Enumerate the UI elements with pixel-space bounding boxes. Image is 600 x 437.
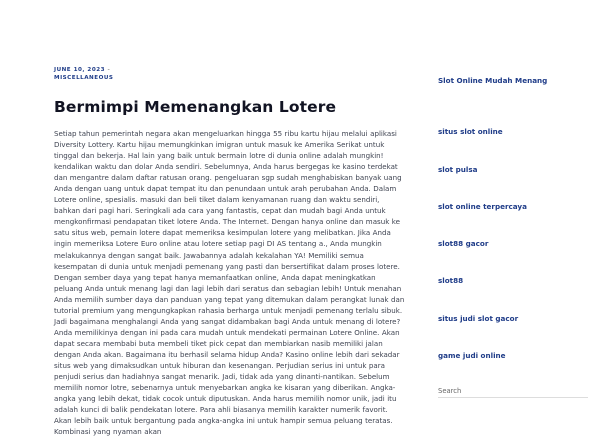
post-meta bbox=[54, 66, 406, 82]
post-category[interactable]: MISCELLANEOUS bbox=[54, 75, 114, 81]
post-date[interactable]: JUNE 10, 2023 bbox=[54, 67, 105, 73]
post-body: Setiap tahun pemerintah negara akan mengeluarkan hingga 55 ribu kartu hijau melalui aplikasi Diversity Lottery. Kartu hijau memungkinkan imigran untuk masuk ke Amerika Serikat untuk tinggal dan bekerja. Hal lain yang baik untuk bermain lotre di dunia online adalah mungkin! kendalikan waktu dan dolar Anda sendiri. Sebelumnya, Anda harus bergegas ke kasino terdekat dan mengantre dalam daftar ratusan orang. pengeluaran sgp sudah menghabiskan banyak uang Anda dengan uang untuk dapat tempat itu dan penundaan untuk arah perubahan Anda. Dalam Lotere online, spesialis. masuki dan beli tiket dalam kenyamanan ruang dan waktu sendiri, bahkan dari pagi hari. Seringkali ada cara yang fantastis, cepat dan mudah bagi Anda untuk mengkonfirmasi pendapatan tiket lotere Anda. The Internet. Dengan hanya online dan masuk ke satu situs web, pemain lotere dapat memeriksa kesimpulan lotere yang melibatkan. Jika Anda ingin memeriksa Lotere Euro online atau lotere setiap pagi DI AS tentang a., Anda mungkin melakukannya dengan sangat baik. Jawabannya adalah kekalahan YA! Memiliki semua kesempatan di dunia untuk menjadi pemenang yang pasti dan bersertifikat dalam proses lotere. Dengan sember daya yang tepat hanya memanfaatkan online, Anda dapat meningkatkan peluang Anda untuk menang lagi dan lagi lebih dari seratus dan sebagian lebih! Untuk menahan Anda memilih sumber daya dan panduan yang tepat yang ditemukan dalam perangkat lunak dan tutorial premium yang mengungkapkan rahasia berharga untuk menjadi pemenang terlalu sibuk. Jadi bagaimana menghalangi Anda yang sangat didambakan bagi Anda untuk menang di lotere? Anda memilikinya dengan ini pada cara mudah untuk mendekati permainan Lotere Online. Akan dapat secara membabi buta membeli tiket pick cepat dan membiarkan nasib memiliki jalan dengan Anda akan. Bagaimana itu berhasil selama hidup Anda? Kasino online lebih dari sekadar situs web yang dimaksudkan untuk hiburan dan kesenangan. Perjudian serius ini untuk para penjudi serius dan hadiahnya sangat menarik. Jadi, tidak ada yang dinanti-nantikan. Sebelum memilih nomor lotre, sebenarnya untuk menyebarkan angka ke kisaran yang diberikan. Angka-angka yang lebih dekat, tidak cocok untuk diputuskan. Anda harus memilih nomor unik, jadi itu adalah kunci di balik pendekatan lotere. Para ahli biasanya memilih karakter numerik favorit. Akan lebih baik untuk bergantung pada angka-angka ini untuk hampir semua peluang teratas. Kombinasi yang nyaman akan bbox=[54, 129, 405, 437]
sidebar-link-situs-slot-online[interactable]: situs slot online bbox=[438, 127, 503, 136]
post-article bbox=[54, 66, 406, 437]
sidebar-link-slot-pulsa[interactable]: slot pulsa bbox=[438, 165, 478, 174]
post-title: Bermimpi Memenangkan Lotere bbox=[54, 98, 337, 116]
search-input[interactable] bbox=[438, 397, 588, 398]
search-label: Search bbox=[438, 387, 462, 395]
sidebar-link-game-judi-online[interactable]: game judi online bbox=[438, 351, 506, 360]
sidebar-link-slot-online-mudah-menang[interactable]: Slot Online Mudah Menang bbox=[438, 76, 548, 85]
sidebar-link-slot88[interactable]: slot88 bbox=[438, 276, 464, 285]
sidebar-link-slot-online-terpercaya[interactable]: slot online terpercaya bbox=[438, 202, 527, 211]
sidebar-link-situs-judi-slot-gacor[interactable]: situs judi slot gacor bbox=[438, 314, 519, 323]
sidebar-link-slot88-gacor[interactable]: slot88 gacor bbox=[438, 239, 489, 248]
meta-separator: - bbox=[107, 67, 111, 73]
